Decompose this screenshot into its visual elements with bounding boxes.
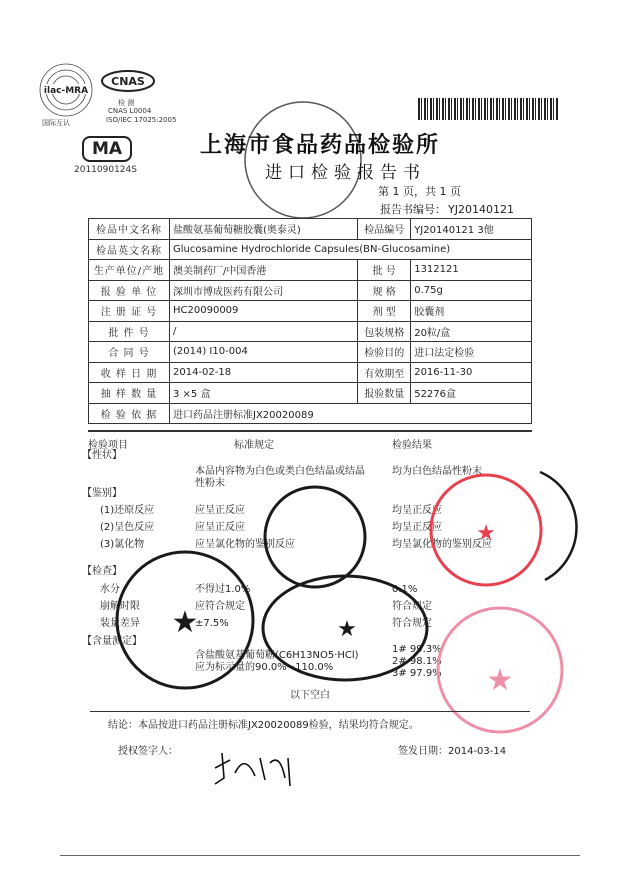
field-label: 批 件 号 <box>89 321 170 342</box>
field-label: 检品中文名称 <box>89 219 170 240</box>
signer-label: 授权签字人： <box>118 746 178 757</box>
field-label: 报验数量 <box>358 383 411 404</box>
field-label: 抽 样 数 量 <box>89 383 170 404</box>
result-value: 均呈正反应 <box>392 505 442 516</box>
field-value: 20粒/盒 <box>411 321 532 342</box>
field-label: 检品编号 <box>358 219 411 240</box>
field-label: 报 验 单 位 <box>89 280 170 301</box>
result-item: 【含量测定】 <box>82 636 142 647</box>
field-value: YJ20140121 3他 <box>411 219 532 240</box>
field-label: 生产单位/产地 <box>89 260 170 281</box>
svg-text:CNAS: CNAS <box>111 75 145 88</box>
field-label: 剂 型 <box>358 301 411 322</box>
result-standard: 含盐酸氨基葡萄糖(C6H13NO5·HCl)应为标示量的90.0%~110.0% <box>195 650 359 673</box>
field-label: 检验目的 <box>358 342 411 363</box>
page-subtitle: 进口检验报告书 <box>265 163 426 183</box>
table-row <box>89 280 532 301</box>
svg-text:ilac-MRA: ilac-MRA <box>43 86 89 96</box>
table-row <box>89 219 532 240</box>
issue-date-value: 2014-03-14 <box>448 746 507 757</box>
result-standard: ±7.5% <box>195 618 229 629</box>
field-label: 合 同 号 <box>89 342 170 363</box>
page-info: 第 1 页，共 1 页 <box>378 185 461 198</box>
result-item: (3)氯化物 <box>100 539 145 550</box>
result-item: 【检查】 <box>82 566 122 577</box>
ma-number: 2011090124S <box>74 165 137 175</box>
field-value: 3 ×5 盒 <box>170 383 358 404</box>
svg-text:★: ★ <box>337 617 357 642</box>
blank-below-note: 以下空白 <box>290 690 330 701</box>
field-value: Glucosamine Hydrochloride Capsules(BN-Glucosamine) <box>170 239 532 260</box>
table-row <box>89 301 532 322</box>
table-row <box>89 342 532 363</box>
svg-text:★: ★ <box>476 521 496 546</box>
issue-date <box>398 742 506 757</box>
result-standard: 应呈氯化物的鉴别反应 <box>195 539 295 550</box>
report-number-label: 报告书编号： <box>380 203 446 216</box>
report-number <box>378 201 514 217</box>
col-header-result: 检验结果 <box>392 440 432 451</box>
result-standard: 应呈正反应 <box>195 522 245 533</box>
col-header-item: 检验项目 <box>88 440 128 451</box>
field-value: 2016-11-30 <box>411 362 532 383</box>
result-standard: 不得过1.0% <box>195 584 251 595</box>
field-value: 盐酸氨基葡萄糖胶囊(奥泰灵) <box>170 219 358 240</box>
field-value: 52276盒 <box>411 383 532 404</box>
footer-divider <box>60 855 580 856</box>
result-item: 崩解时限 <box>100 601 140 612</box>
field-value: / <box>170 321 358 342</box>
conclusion-divider <box>90 711 530 712</box>
field-value: 进口药品注册标准JX20020089 <box>170 403 532 424</box>
field-label: 检 验 依 据 <box>89 403 170 424</box>
page-title: 上海市食品药品检验所 <box>200 133 441 158</box>
field-label: 有效期至 <box>358 362 411 383</box>
result-standard: 本品内容物为白色或类白色结晶或结晶性粉末 <box>195 466 365 489</box>
result-value: 均呈正反应 <box>392 522 442 533</box>
ma-logo: MA <box>82 136 132 162</box>
result-value: 均呈氯化物的鉴别反应 <box>392 539 492 550</box>
ilac-caption: 国际互认 <box>42 119 70 127</box>
table-row <box>89 383 532 404</box>
result-item: 水分 <box>100 584 120 595</box>
issue-date-label: 签发日期： <box>398 746 448 757</box>
svg-text:★: ★ <box>171 605 199 640</box>
result-standard: 应符合规定 <box>195 601 245 612</box>
result-value: 均为白色结晶性粉末 <box>392 466 482 477</box>
field-value: 澳美制药厂/中国香港 <box>170 260 358 281</box>
table-divider <box>88 430 532 432</box>
cnas-label: 检 测 <box>118 99 135 107</box>
table-row <box>89 321 532 342</box>
col-header-standard: 标准规定 <box>234 440 274 451</box>
signature <box>210 748 300 788</box>
stamp-quality-dept <box>265 487 365 587</box>
field-label: 收 样 日 期 <box>89 362 170 383</box>
svg-text:★: ★ <box>486 663 514 698</box>
result-value: 0.1% <box>392 584 418 595</box>
conclusion: 结论：本品按进口药品注册标准JX20020089检验，结果均符合规定。 <box>108 720 419 731</box>
field-label: 包装规格 <box>358 321 411 342</box>
result-value: 1# 99.3% 2# 98.1% 3# 97.9% <box>392 644 442 679</box>
result-value: 符合规定 <box>392 618 432 629</box>
field-value: 0.75g <box>411 280 532 301</box>
field-label: 检品英文名称 <box>89 239 170 260</box>
field-label: 批 号 <box>358 260 411 281</box>
field-label: 注 册 证 号 <box>89 301 170 322</box>
result-item: 【性状】 <box>82 450 122 461</box>
cnas-number: CNAS L0004 <box>108 107 152 115</box>
field-value: 1312121 <box>411 260 532 281</box>
field-value: 2014-02-18 <box>170 362 358 383</box>
result-standard: 应呈正反应 <box>195 505 245 516</box>
result-item: 【鉴别】 <box>82 488 122 499</box>
table-row <box>89 403 532 424</box>
cnas-logo <box>100 70 156 96</box>
table-row <box>89 260 532 281</box>
sample-info-table <box>88 218 532 424</box>
field-label: 规 格 <box>358 280 411 301</box>
field-value: 胶囊剂 <box>411 301 532 322</box>
table-row <box>89 362 532 383</box>
table-row <box>89 239 532 260</box>
field-value: HC20090009 <box>170 301 358 322</box>
field-value: (2014) I10-004 <box>170 342 358 363</box>
result-item: (1)还原反应 <box>100 505 155 516</box>
report-number-value: YJ20140121 <box>448 203 514 216</box>
result-item: 装量差异 <box>100 618 140 629</box>
iso-standard: ISO/IEC 17025:2005 <box>106 116 177 124</box>
field-value: 深圳市博成医药有限公司 <box>170 280 358 301</box>
barcode <box>418 98 558 120</box>
ilac-logo <box>38 62 94 118</box>
result-item: (2)呈色反应 <box>100 522 155 533</box>
field-value: 进口法定检验 <box>411 342 532 363</box>
result-value: 符合规定 <box>392 601 432 612</box>
